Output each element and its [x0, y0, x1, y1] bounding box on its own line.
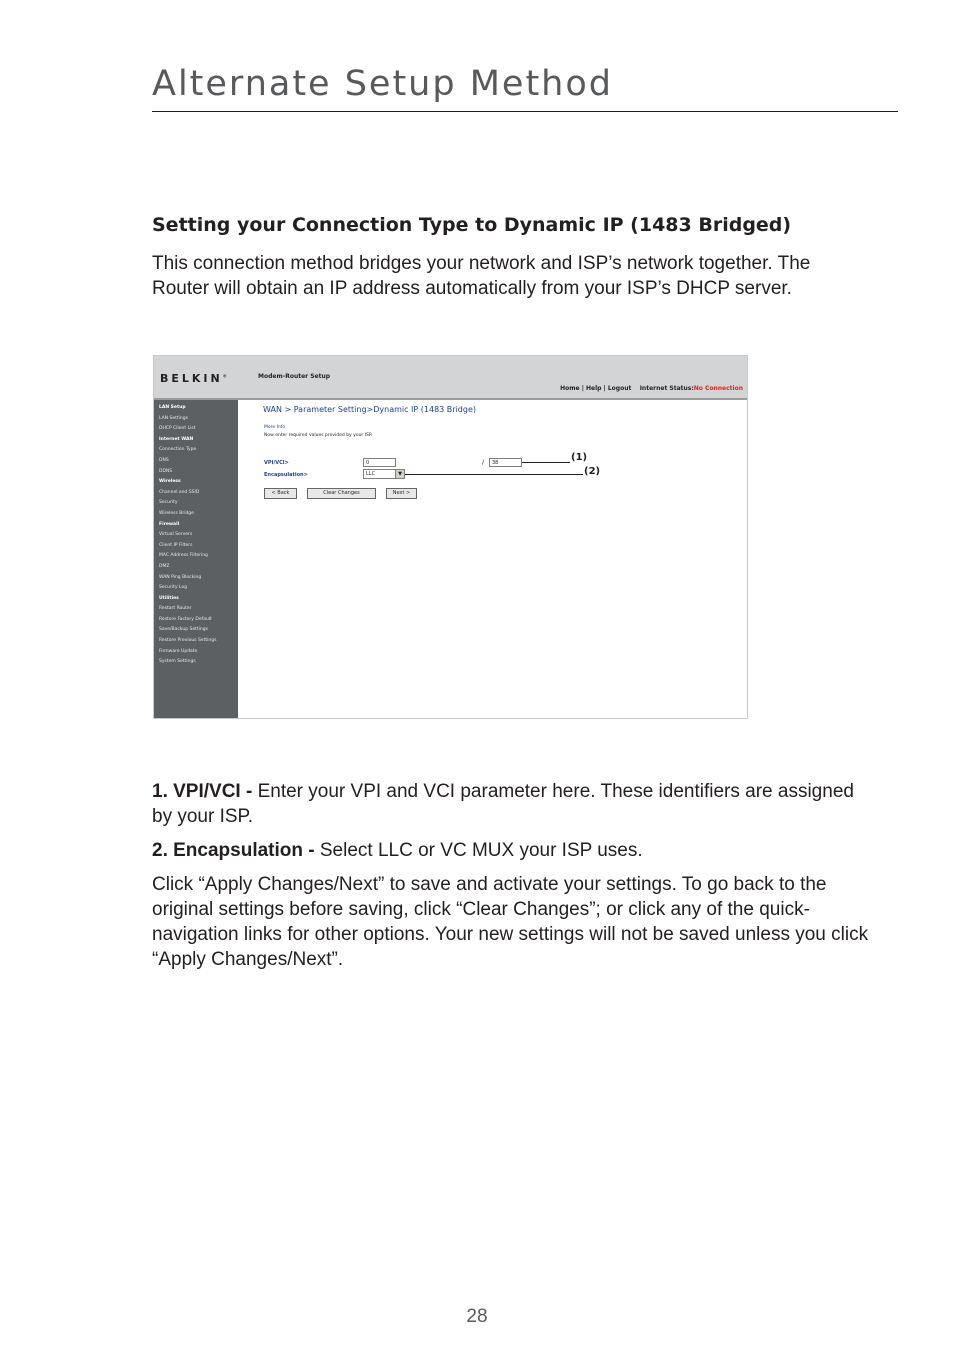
intro-paragraph: This connection method bridges your network and ISP’s network together. The Router will obtain an IP address automatically from your ISP’s DHCP server. [152, 253, 811, 299]
sidebar-item-dns[interactable]: DNS [159, 457, 169, 463]
sidebar-item-lan-settings[interactable]: LAN Settings [159, 415, 188, 421]
sidebar-list [154, 400, 238, 668]
sidebar-item-client-ip-filters[interactable]: Client IP Filters [159, 542, 193, 548]
more-info-link[interactable]: More Info [264, 425, 286, 430]
vpi-vci-separator: / [482, 459, 485, 466]
vpi-input[interactable]: 0 [363, 458, 396, 467]
sidebar-item-ddns[interactable]: DDNS [159, 468, 173, 474]
encapsulation-selected-value: LLC [366, 471, 376, 477]
callout-2: (2) [584, 466, 601, 477]
sidebar-item-dhcp-client-list[interactable]: DHCP Client List [159, 426, 196, 432]
sidebar-item-mac-address-filtering[interactable]: MAC Address Filtering [159, 553, 208, 559]
logout-link[interactable]: Logout [607, 385, 632, 392]
chevron-down-icon[interactable]: ▼ [395, 470, 404, 478]
sidebar-heading-firewall: Firewall [159, 521, 180, 527]
encapsulation-description [152, 838, 872, 863]
vci-input[interactable]: 38 [489, 458, 522, 467]
router-screenshot [153, 355, 748, 719]
router-main-panel [238, 400, 747, 718]
instruction-text: Now enter required values provided by your ISP. [264, 433, 373, 438]
sidebar-heading-utilities: Utilities [159, 595, 179, 601]
sidebar-heading-wireless: Wireless [159, 479, 181, 485]
breadcrumb: WAN > Parameter Setting>Dynamic IP (1483 Bridge) [263, 405, 477, 414]
sidebar-item-security-log[interactable]: Security Log [159, 585, 187, 591]
section-title: Setting your Connection Type to Dynamic IP (1483 Bridged) [152, 214, 792, 236]
sidebar-item-wan-ping-blocking[interactable]: WAN Ping Blocking [159, 574, 202, 580]
sidebar-item-restore-previous-settings[interactable]: Restore Previous Settings [159, 638, 217, 644]
sidebar-item-wireless-bridge[interactable]: Wireless Bridge [159, 510, 194, 516]
sidebar-item-restore-factory-default[interactable]: Restore Factory Default [159, 616, 212, 622]
page-header [152, 60, 898, 108]
clear-changes-button[interactable]: Clear Changes [307, 488, 376, 499]
apply-changes-paragraph: Click “Apply Changes/Next” to save and activate your settings. To go back to the original settings before saving, click “Clear Changes”; or click any of the quick-navigation links for other options. Your new settings will not be saved unless you click “Apply Changes/Next”. [152, 874, 869, 970]
next-button[interactable]: Next > [386, 488, 417, 499]
sidebar-item-security[interactable]: Security [159, 500, 178, 506]
router-sidebar [154, 400, 238, 718]
home-link[interactable]: Home [560, 385, 580, 392]
header-rule [152, 111, 898, 112]
sidebar-item-virtual-servers[interactable]: Virtual Servers [159, 532, 193, 538]
top-links: Home | Help | Logout Internet Status:No Connection [560, 385, 743, 392]
belkin-logo [160, 372, 227, 385]
sidebar-item-connection-type[interactable]: Connection Type [159, 447, 197, 453]
vpi-vci-description [152, 779, 872, 829]
vpi-vci-text: Enter your VPI and VCI parameter here. These identifiers are assigned by your ISP. [152, 781, 854, 827]
sidebar-item-firmware-update[interactable]: Firmware Update [159, 648, 198, 654]
sidebar-heading-internet-wan: Internet WAN [159, 436, 194, 442]
back-button[interactable]: < Back [264, 488, 297, 499]
callout-line-1 [522, 462, 570, 463]
screenshot-topbar [154, 356, 747, 400]
callout-line-2 [405, 474, 583, 475]
page-number: 28 [466, 1306, 488, 1327]
page-title: Alternate Setup Method [152, 64, 613, 104]
help-link[interactable]: Help [586, 385, 602, 392]
callout-1: (1) [571, 452, 588, 463]
logo-mark: ® [222, 373, 227, 379]
internet-status-label: Internet Status: [639, 385, 694, 392]
encapsulation-text: Select LLC or VC MUX your ISP uses. [314, 840, 643, 861]
vpi-vci-label: VPI/VCI> [264, 460, 289, 466]
sidebar-item-system-settings[interactable]: System Settings [159, 659, 196, 665]
sidebar-item-dmz[interactable]: DMZ [159, 563, 170, 569]
internet-status-value: No Connection [693, 385, 743, 392]
encapsulation-term: 2. Encapsulation - [152, 840, 315, 861]
logo-text: BELKIN [160, 372, 223, 385]
encapsulation-label: Encapsulation> [264, 472, 308, 478]
sidebar-item-channel-and-ssid[interactable]: Channel and SSID [159, 489, 200, 495]
vpi-vci-term: 1. VPI/VCI - [152, 781, 253, 802]
sidebar-heading-lan-setup: LAN Setup [159, 405, 186, 410]
encapsulation-select[interactable] [363, 469, 405, 479]
app-title: Modem-Router Setup [258, 373, 331, 380]
sidebar-item-save-backup-settings[interactable]: Save/Backup Settings [159, 627, 208, 633]
sidebar-item-restart-router[interactable]: Restart Router [159, 606, 192, 612]
